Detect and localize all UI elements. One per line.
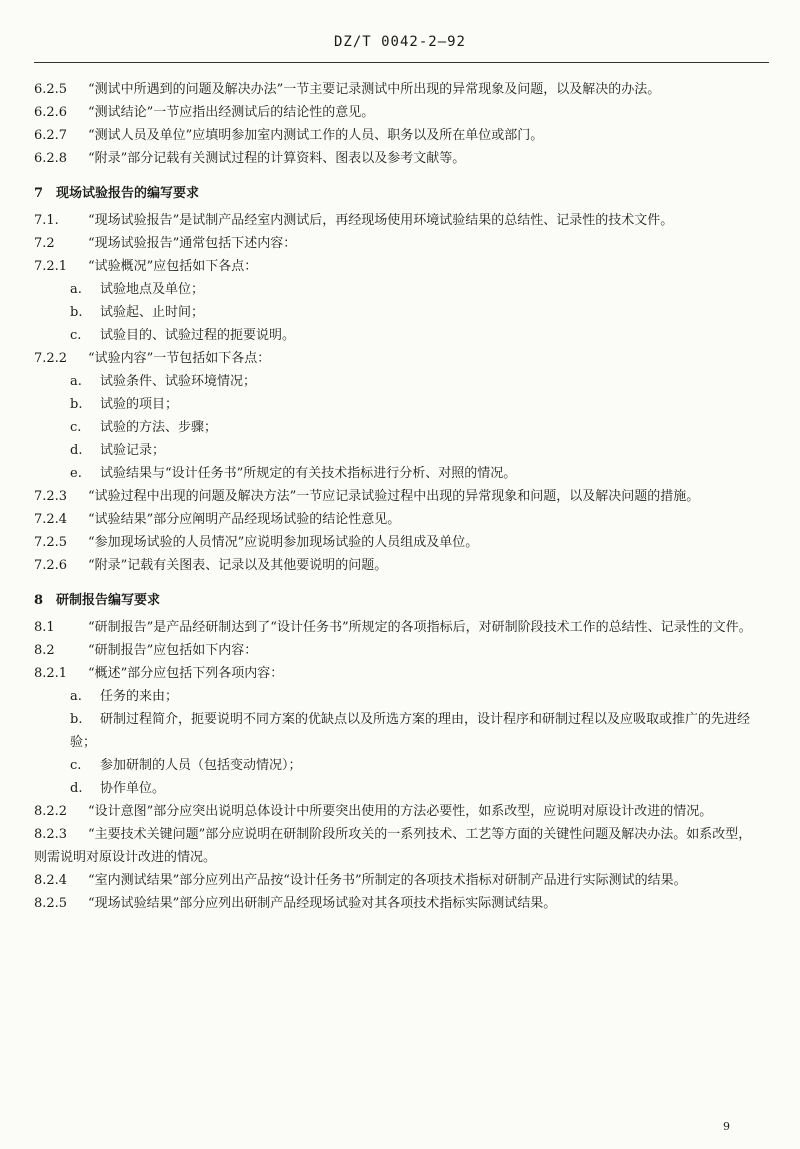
clause-number: 8.1 bbox=[34, 620, 55, 635]
paragraph bbox=[34, 869, 754, 892]
clause-number: 7.1. bbox=[34, 213, 59, 228]
list-text: 参加研制的人员（包括变动情况）； bbox=[100, 758, 302, 773]
standard-code-header: DZ/T 0042-2—92 bbox=[333, 34, 466, 50]
clause-number: 8.2 bbox=[34, 643, 55, 658]
list-marker: e. bbox=[70, 466, 82, 481]
paragraph bbox=[34, 347, 754, 370]
clause-number: 8.2.1 bbox=[34, 666, 68, 681]
paragraph bbox=[34, 485, 754, 508]
paragraph bbox=[34, 800, 754, 823]
list-text: 研制过程简介，扼要说明不同方案的优缺点以及所选方案的理由，设计程序和研制过程以及应吸取或推广的先进经验； bbox=[70, 712, 751, 750]
clause-text: “测试结论”一节应指出经测试后的结论性的意见。 bbox=[88, 105, 375, 120]
list-text: 试验目的、试验过程的扼要说明。 bbox=[100, 328, 296, 343]
clause-number: 8.2.2 bbox=[34, 804, 68, 819]
list-marker: c. bbox=[70, 328, 82, 343]
paragraph bbox=[34, 554, 754, 577]
list-text: 任务的来由； bbox=[100, 689, 179, 704]
list-text: 试验起、止时间； bbox=[100, 305, 205, 320]
clause-text: “附录”记载有关图表、记录以及其他要说明的问题。 bbox=[88, 558, 388, 573]
paragraph bbox=[34, 232, 754, 255]
clause-number: 7.2.1 bbox=[34, 259, 68, 274]
list-marker: a. bbox=[70, 374, 82, 389]
clause-text: “室内测试结果”部分应列出产品按“设计任务书”所制定的各项技术指标对研制产品进行实际测试的结果。 bbox=[88, 873, 687, 888]
list-item bbox=[34, 301, 754, 324]
clause-text: “参加现场试验的人员情况”应说明参加现场试验的人员组成及单位。 bbox=[88, 535, 479, 550]
paragraph bbox=[34, 78, 754, 101]
clause-number: 6.2.8 bbox=[34, 151, 68, 166]
list-item bbox=[34, 685, 754, 708]
list-marker: b. bbox=[70, 712, 83, 727]
document-body bbox=[34, 78, 754, 915]
clause-text: “试验概况”应包括如下各点： bbox=[88, 259, 258, 274]
clause-number: 7.2.5 bbox=[34, 535, 68, 550]
clause-text: “研制报告”是产品经研制达到了“设计任务书”所规定的各项指标后，对研制阶段技术工作的总结性、记录性的文件。 bbox=[88, 620, 752, 635]
paragraph bbox=[34, 255, 754, 278]
list-marker: b. bbox=[70, 305, 83, 320]
list-item bbox=[34, 324, 754, 347]
list-marker: b. bbox=[70, 397, 83, 412]
list-marker: d. bbox=[70, 781, 83, 796]
clause-text: “试验内容”一节包括如下各点： bbox=[88, 351, 271, 366]
list-item bbox=[34, 393, 754, 416]
clause-text: “概述”部分应包括下列各项内容： bbox=[88, 666, 284, 681]
list-marker: a. bbox=[70, 689, 82, 704]
clause-text: “测试人员及单位”应填明参加室内测试工作的人员、职务以及所在单位或部门。 bbox=[88, 128, 544, 143]
list-item bbox=[34, 439, 754, 462]
list-item bbox=[34, 708, 754, 754]
clause-number: 8.2.5 bbox=[34, 896, 68, 911]
list-text: 试验条件、试验环境情况； bbox=[100, 374, 257, 389]
paragraph bbox=[34, 147, 754, 170]
list-marker: c. bbox=[70, 758, 82, 773]
paragraph bbox=[34, 662, 754, 685]
list-marker: c. bbox=[70, 420, 82, 435]
paragraph bbox=[34, 101, 754, 124]
list-item bbox=[34, 777, 754, 800]
clause-text: “研制报告”应包括如下内容： bbox=[88, 643, 258, 658]
section-heading: 7 现场试验报告的编写要求 bbox=[34, 186, 200, 201]
list-item bbox=[34, 278, 754, 301]
list-item bbox=[34, 370, 754, 393]
clause-text: “现场试验报告”是试制产品经室内测试后，再经现场使用环境试验结果的总结性、记录性的技术文件。 bbox=[88, 213, 674, 228]
clause-number: 6.2.5 bbox=[34, 82, 68, 97]
clause-number: 7.2 bbox=[34, 236, 55, 251]
clause-number: 7.2.3 bbox=[34, 489, 68, 504]
list-text: 试验记录； bbox=[100, 443, 166, 458]
list-item bbox=[34, 416, 754, 439]
clause-text: “附录”部分记载有关测试过程的计算资料、图表以及参考文献等。 bbox=[88, 151, 466, 166]
clause-text: “主要技术关键问题”部分应说明在研制阶段所攻关的一系列技术、工艺等方面的关键性问题及解决办法。如系改型，则需说明对原设计改进的情况。 bbox=[34, 827, 752, 865]
list-text: 试验地点及单位； bbox=[100, 282, 205, 297]
list-text: 试验结果与“设计任务书”所规定的有关技术指标进行分析、对照的情况。 bbox=[100, 466, 517, 481]
page-number: 9 bbox=[723, 1120, 730, 1133]
clause-text: “现场试验结果”部分应列出研制产品经现场试验对其各项技术指标实际测试结果。 bbox=[88, 896, 557, 911]
paragraph bbox=[34, 531, 754, 554]
clause-number: 8.2.4 bbox=[34, 873, 68, 888]
clause-text: “设计意图”部分应突出说明总体设计中所要突出使用的方法必要性，如系改型，应说明对原设计改进的情况。 bbox=[88, 804, 713, 819]
clause-number: 6.2.7 bbox=[34, 128, 68, 143]
clause-text: “现场试验报告”通常包括下述内容： bbox=[88, 236, 297, 251]
paragraph bbox=[34, 508, 754, 531]
list-text: 试验的项目； bbox=[100, 397, 179, 412]
list-text: 协作单位。 bbox=[100, 781, 166, 796]
paragraph bbox=[34, 823, 754, 869]
list-text: 试验的方法、步骤； bbox=[100, 420, 218, 435]
list-item bbox=[34, 754, 754, 777]
paragraph bbox=[34, 892, 754, 915]
paragraph bbox=[34, 616, 754, 639]
paragraph bbox=[34, 639, 754, 662]
paragraph bbox=[34, 209, 754, 232]
clause-number: 8.2.3 bbox=[34, 827, 68, 842]
section-heading: 8 研制报告编写要求 bbox=[34, 593, 161, 608]
clause-number: 7.2.6 bbox=[34, 558, 68, 573]
header-rule bbox=[34, 62, 769, 63]
list-marker: d. bbox=[70, 443, 83, 458]
list-item bbox=[34, 462, 754, 485]
clause-number: 7.2.4 bbox=[34, 512, 68, 527]
clause-number: 7.2.2 bbox=[34, 351, 68, 366]
clause-number: 6.2.6 bbox=[34, 105, 68, 120]
list-marker: a. bbox=[70, 282, 82, 297]
clause-text: “试验结果”部分应阐明产品经现场试验的结论性意见。 bbox=[88, 512, 401, 527]
paragraph bbox=[34, 124, 754, 147]
clause-text: “测试中所遇到的问题及解决办法”一节主要记录测试中所出现的异常现象及问题，以及解决的办法。 bbox=[88, 82, 661, 97]
clause-text: “试验过程中出现的问题及解决方法”一节应记录试验过程中出现的异常现象和问题，以及解决问题的措施。 bbox=[88, 489, 700, 504]
